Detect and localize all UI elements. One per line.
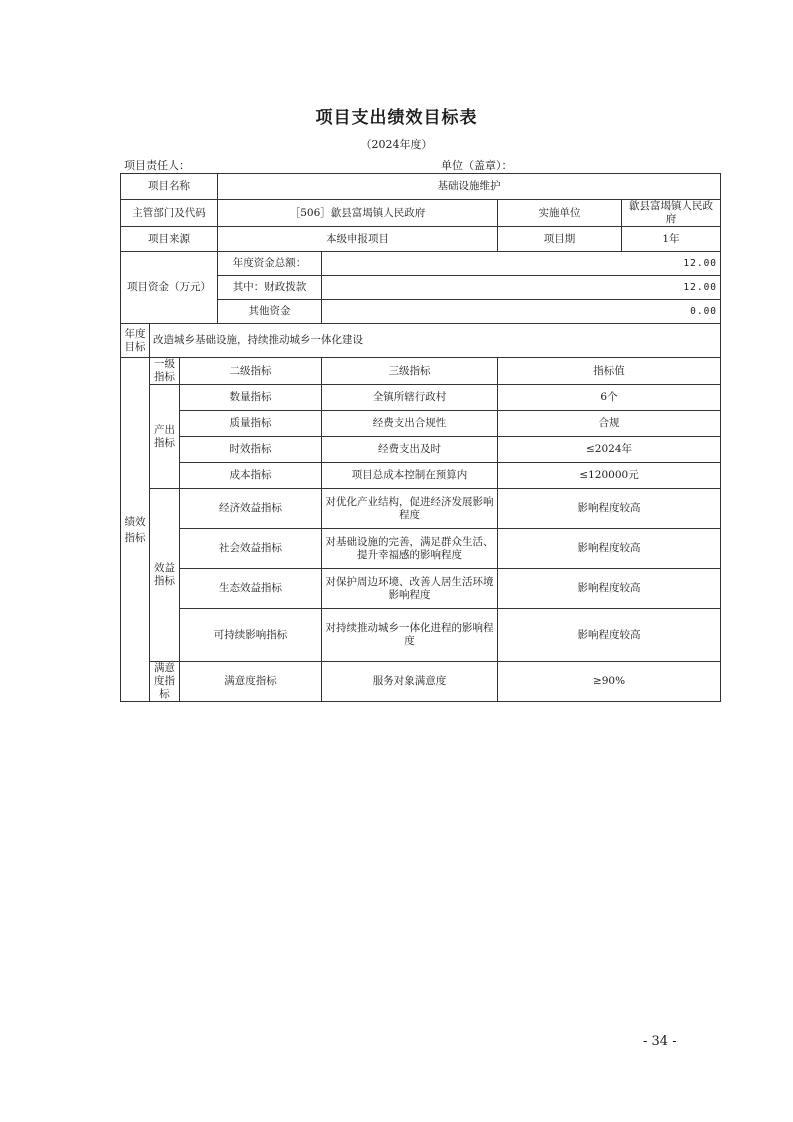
funds-total-value: 12.00 bbox=[322, 252, 721, 276]
table-row bbox=[121, 662, 721, 702]
source-label: 项目来源 bbox=[121, 227, 218, 252]
table-row bbox=[121, 411, 721, 437]
output-indicator-label: 产出指标 bbox=[150, 385, 180, 489]
header-level1: 一级指标 bbox=[150, 358, 180, 385]
dept-value: ［506］歙县富堨镇人民政府 bbox=[218, 200, 498, 227]
benefit-l3: 对基础设施的完善，满足群众生活、提升幸福感的影响程度 bbox=[322, 529, 498, 569]
benefit-value: 影响程度较高 bbox=[498, 569, 721, 609]
table-row bbox=[121, 174, 721, 200]
satisfaction-l3: 服务对象满意度 bbox=[322, 662, 498, 702]
output-l3: 经费支出合规性 bbox=[322, 411, 498, 437]
funds-fiscal-label: 其中：财政拨款 bbox=[218, 276, 322, 300]
table-row bbox=[121, 227, 721, 252]
annual-goal-label: 年度目标 bbox=[121, 324, 150, 358]
benefit-l2: 社会效益指标 bbox=[180, 529, 322, 569]
output-l3: 全镇所辖行政村 bbox=[322, 385, 498, 411]
header-level2: 二级指标 bbox=[180, 358, 322, 385]
year-subtitle: （2024年度） bbox=[360, 138, 433, 151]
table-row bbox=[121, 529, 721, 569]
output-l3: 项目总成本控制在预算内 bbox=[322, 463, 498, 489]
project-name-value: 基础设施维护 bbox=[218, 174, 721, 200]
table-row bbox=[121, 200, 721, 227]
benefit-l2: 生态效益指标 bbox=[180, 569, 322, 609]
table-row bbox=[121, 609, 721, 662]
benefit-l3: 对持续推动城乡一体化进程的影响程度 bbox=[322, 609, 498, 662]
table-row bbox=[121, 569, 721, 609]
funds-total-label: 年度资金总额： bbox=[218, 252, 322, 276]
benefit-l3: 对保护周边环境、改善人居生活环境影响程度 bbox=[322, 569, 498, 609]
output-l2: 成本指标 bbox=[180, 463, 322, 489]
output-value: 合规 bbox=[498, 411, 721, 437]
responsible-person-label: 项目责任人： bbox=[124, 159, 190, 172]
benefit-value: 影响程度较高 bbox=[498, 489, 721, 529]
table-row bbox=[121, 463, 721, 489]
dept-label: 主管部门及代码 bbox=[121, 200, 218, 227]
performance-goal-table bbox=[120, 173, 721, 702]
output-value: ≤2024年 bbox=[498, 437, 721, 463]
impl-unit-value: 歙县富堨镇人民政府 bbox=[622, 200, 721, 227]
funds-fiscal-value: 12.00 bbox=[322, 276, 721, 300]
page-title: 项目支出绩效目标表 bbox=[315, 108, 478, 128]
funds-other-label: 其他资金 bbox=[218, 300, 322, 324]
benefit-indicator-label: 效益指标 bbox=[150, 489, 180, 662]
output-value: 6个 bbox=[498, 385, 721, 411]
unit-seal-label: 单位（盖章）： bbox=[441, 159, 513, 172]
output-l2: 数量指标 bbox=[180, 385, 322, 411]
benefit-value: 影响程度较高 bbox=[498, 609, 721, 662]
satisfaction-value: ≥90% bbox=[498, 662, 721, 702]
table-row bbox=[121, 252, 721, 276]
benefit-l2: 经济效益指标 bbox=[180, 489, 322, 529]
satisfaction-l2: 满意度指标 bbox=[180, 662, 322, 702]
project-name-label: 项目名称 bbox=[121, 174, 218, 200]
output-l3: 经费支出及时 bbox=[322, 437, 498, 463]
benefit-value: 影响程度较高 bbox=[498, 529, 721, 569]
funds-other-value: 0.00 bbox=[322, 300, 721, 324]
benefit-l2: 可持续影响指标 bbox=[180, 609, 322, 662]
header-level3: 三级指标 bbox=[322, 358, 498, 385]
header-value: 指标值 bbox=[498, 358, 721, 385]
table-row bbox=[121, 324, 721, 358]
satisfaction-indicator-label: 满意度指标 bbox=[150, 662, 180, 702]
table-row bbox=[121, 489, 721, 529]
output-value: ≤120000元 bbox=[498, 463, 721, 489]
table-row bbox=[121, 385, 721, 411]
performance-side-label: 绩效指标 bbox=[121, 358, 150, 702]
source-value: 本级申报项目 bbox=[218, 227, 498, 252]
output-l2: 时效指标 bbox=[180, 437, 322, 463]
impl-unit-label: 实施单位 bbox=[498, 200, 622, 227]
annual-goal-value: 改造城乡基础设施，持续推动城乡一体化建设 bbox=[150, 324, 721, 358]
page-number: - 34 - bbox=[643, 1034, 677, 1049]
table-row bbox=[121, 437, 721, 463]
table-row bbox=[121, 358, 721, 385]
period-value: 1年 bbox=[622, 227, 721, 252]
benefit-l3: 对优化产业结构，促进经济发展影响程度 bbox=[322, 489, 498, 529]
period-label: 项目期 bbox=[498, 227, 622, 252]
funds-label: 项目资金（万元） bbox=[121, 252, 218, 324]
output-l2: 质量指标 bbox=[180, 411, 322, 437]
